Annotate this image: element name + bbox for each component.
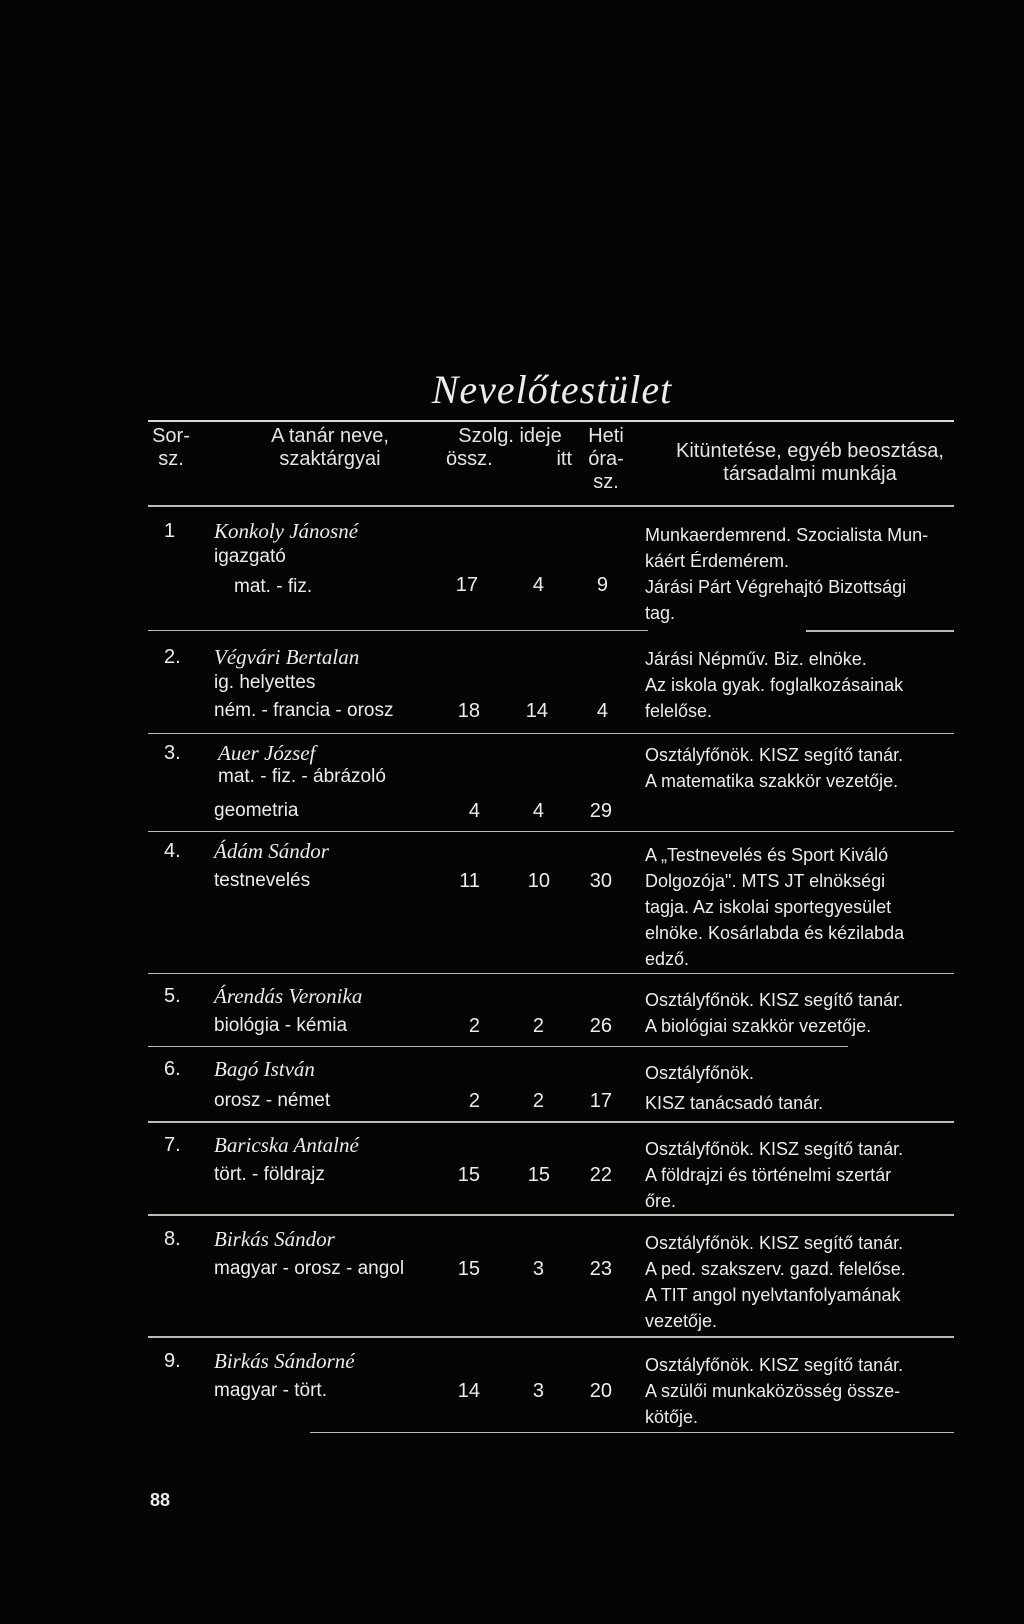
- years-total: 15: [457, 1164, 480, 1186]
- teacher-subjects: magyar - tört.: [214, 1380, 327, 1401]
- years-here: 2: [532, 1090, 544, 1112]
- row-divider: [148, 973, 954, 974]
- teacher-notes: Osztályfőnök. KISZ segítő tanár. A földrajzi és történelmi szertár őre.: [645, 1139, 904, 1211]
- row-index: 9.: [164, 1350, 181, 1372]
- table-row: [148, 840, 954, 970]
- row-index: 4.: [164, 840, 181, 862]
- years-here: 4: [532, 574, 544, 596]
- years-here: 10: [527, 870, 550, 892]
- teacher-name: Birkás Sándor: [214, 1227, 335, 1251]
- teacher-subjects: orosz - német: [214, 1090, 331, 1111]
- years-total: 17: [455, 574, 478, 596]
- page-title: Nevelőtestület: [431, 367, 673, 412]
- row-index: 3.: [164, 742, 181, 764]
- row-divider: [148, 733, 954, 734]
- teacher-notes: Munkaerdemrend. Szocialista Mun- káért Érdemérem. Járási Párt Végrehajtó Bizottsági tag.: [645, 525, 929, 623]
- teacher-notes: Osztályfőnök. KISZ segítő tanár. A szülői munkaközösség össze- kötője.: [645, 1355, 904, 1427]
- teacher-name: Auer József: [218, 741, 316, 765]
- row-divider: [148, 1121, 954, 1123]
- years-total: 14: [457, 1380, 480, 1402]
- weekly-hours: 30: [589, 870, 612, 892]
- table-row: [148, 1227, 954, 1331]
- years-total: 2: [468, 1090, 480, 1112]
- teacher-role: ig. helyettes: [214, 672, 316, 693]
- years-here: 3: [532, 1258, 544, 1280]
- table-row: [148, 520, 954, 630]
- teacher-notes: Járási Népműv. Biz. elnöke. Az iskola gyak. foglalkozásainak felelőse.: [645, 649, 904, 721]
- years-here: 2: [532, 1015, 544, 1037]
- weekly-hours: 29: [589, 800, 612, 822]
- header-bottom-rule: [148, 505, 954, 507]
- teacher-name: Baricska Antalné: [214, 1133, 359, 1157]
- teacher-name: Árendás Veronika: [214, 984, 363, 1008]
- table-row: [148, 985, 954, 1045]
- teacher-notes: A „Testnevelés és Sport Kiváló Dolgozója". MTS JT elnökségi tagja. Az iskolai sportegyesület elnöke. Kosárlabda és kézilabda edző.: [645, 845, 905, 969]
- table-row: [148, 742, 954, 826]
- weekly-hours: 4: [596, 700, 608, 722]
- teacher-subjects: geometria: [214, 800, 299, 821]
- header-szolg: Szolg. ideje össz. itt: [446, 425, 572, 470]
- row-divider: [148, 1046, 848, 1047]
- header-top-rule: [148, 420, 954, 422]
- header-name: A tanár neve, szaktárgyai: [271, 425, 389, 470]
- teacher-name: Konkoly Jánosné: [214, 519, 359, 543]
- teacher-role: igazgató: [214, 546, 286, 567]
- row-index: 8.: [164, 1228, 181, 1250]
- table-row: [148, 1134, 954, 1214]
- years-here: 4: [532, 800, 544, 822]
- years-total: 4: [468, 800, 480, 822]
- row-divider: [148, 831, 954, 832]
- years-total: 15: [457, 1258, 480, 1280]
- row-index: 7.: [164, 1134, 181, 1156]
- teacher-notes: Osztályfőnök. KISZ tanácsadó tanár.: [645, 1063, 824, 1113]
- header-heti: Heti óra- sz.: [588, 425, 624, 493]
- row-divider: [806, 630, 954, 632]
- teacher-notes: Osztályfőnök. KISZ segítő tanár. A biológiai szakkör vezetője.: [645, 990, 904, 1036]
- weekly-hours: 20: [589, 1380, 612, 1402]
- teacher-subjects: mat. - fiz. - ábrázoló: [218, 766, 386, 787]
- teacher-name: Végvári Bertalan: [214, 645, 360, 669]
- years-here: 15: [527, 1164, 550, 1186]
- teacher-name: Ádám Sándor: [214, 839, 329, 863]
- row-divider: [148, 1336, 954, 1338]
- row-index: 2.: [164, 646, 181, 668]
- weekly-hours: 22: [589, 1164, 612, 1186]
- teacher-notes: Osztályfőnök. KISZ segítő tanár. A matematika szakkör vezetője.: [645, 745, 904, 791]
- weekly-hours: 17: [589, 1090, 612, 1112]
- row-divider: [310, 1432, 954, 1433]
- row-index: 6.: [164, 1058, 181, 1080]
- weekly-hours: 23: [589, 1258, 612, 1280]
- weekly-hours: 26: [589, 1015, 612, 1037]
- years-here: 14: [525, 700, 548, 722]
- table-row: [148, 1058, 954, 1118]
- teacher-subjects: biológia - kémia: [214, 1015, 348, 1036]
- row-index: 1: [164, 520, 176, 542]
- teacher-subjects: testnevelés: [214, 870, 311, 891]
- teacher-subjects: ném. - francia - orosz: [214, 700, 394, 721]
- teacher-subjects: tört. - földrajz: [214, 1164, 325, 1185]
- teacher-subjects: magyar - orosz - angol: [214, 1258, 405, 1279]
- header-notes: Kitüntetése, egyéb beosztása, társadalmi munkája: [676, 440, 944, 485]
- table-row: [148, 646, 954, 730]
- row-divider: [148, 1214, 954, 1216]
- teacher-notes: Osztályfőnök. KISZ segítő tanár. A ped. szakszerv. gazd. felelőse. A TIT angol nyelvtanfolyamának vezetője.: [645, 1233, 906, 1331]
- years-total: 2: [468, 1015, 480, 1037]
- header-sorsz: Sor- sz.: [152, 425, 190, 470]
- teacher-name: Bagó István: [214, 1057, 315, 1081]
- teacher-name: Birkás Sándorné: [214, 1349, 355, 1373]
- weekly-hours: 9: [596, 574, 608, 596]
- years-total: 18: [457, 700, 480, 722]
- years-here: 3: [532, 1380, 544, 1402]
- row-index: 5.: [164, 985, 181, 1007]
- teacher-subjects: mat. - fiz.: [234, 576, 313, 597]
- row-divider: [148, 630, 648, 631]
- table-row: [148, 1350, 954, 1430]
- years-total: 11: [459, 870, 480, 892]
- page-number: 88: [150, 1490, 171, 1510]
